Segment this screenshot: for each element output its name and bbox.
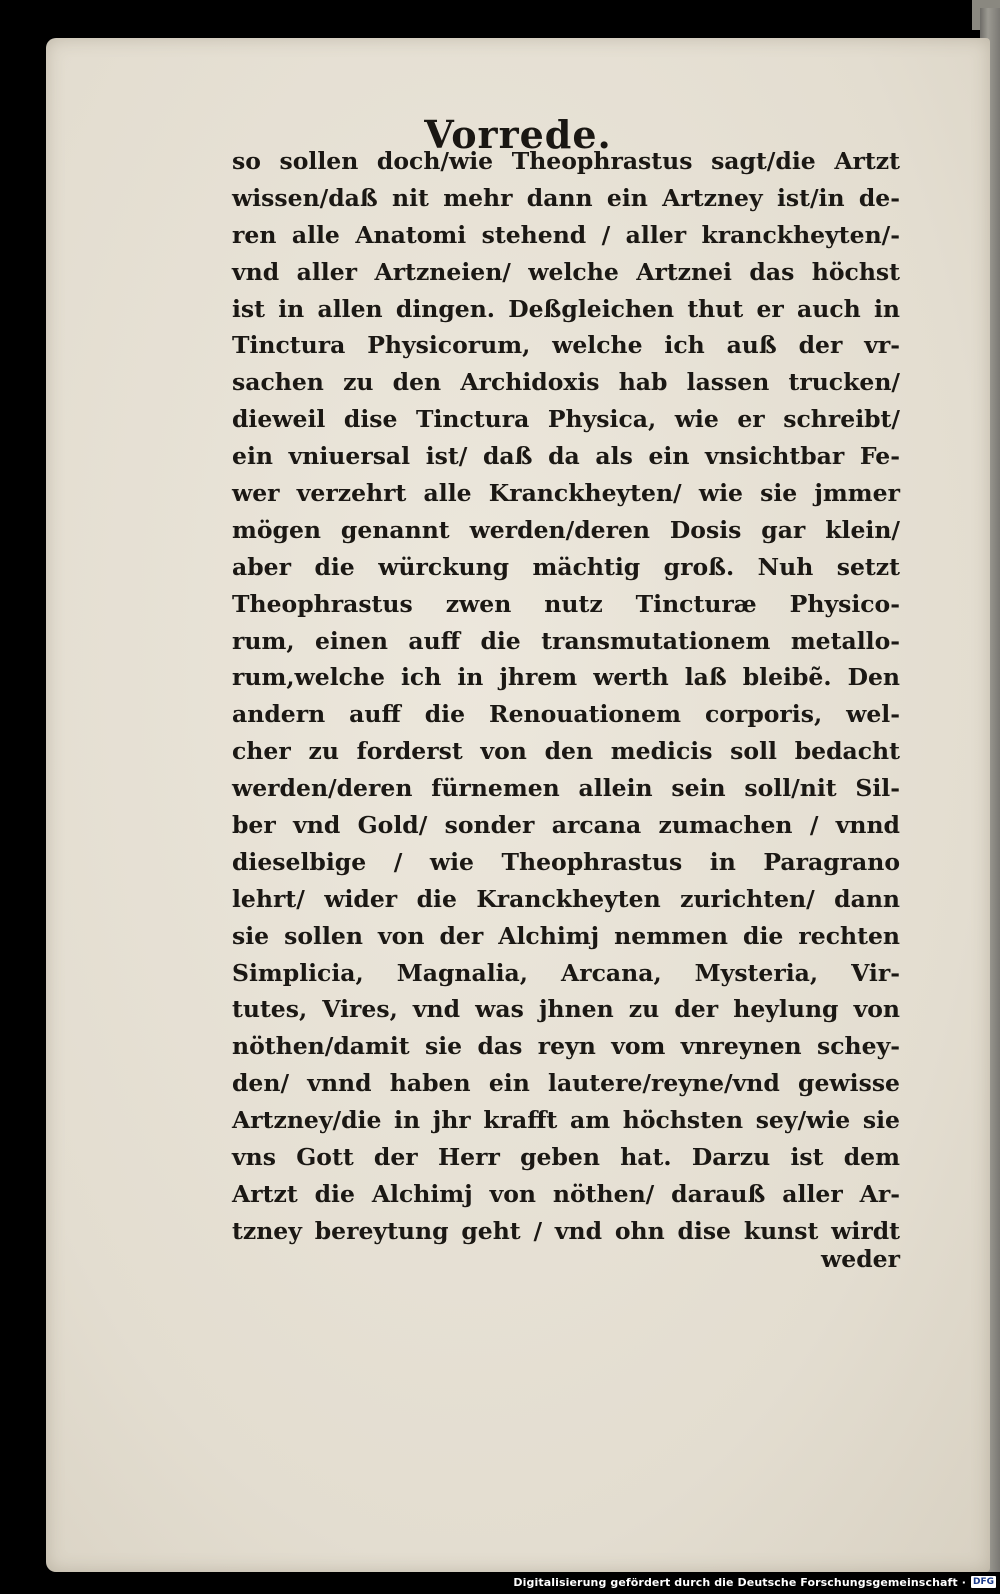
text-line: Simplicia, Magnalia, Arcana, Mysteria, Vir-: [232, 958, 900, 987]
text-line: dieweil dise Tinctura Physica, wie er schreibt/: [232, 405, 900, 434]
text-line: ein vniuersal ist/ daß da als ein vnsichtbar Fe-: [232, 442, 900, 471]
text-line: aber die würckung mächtig groß. Nuh setzt: [232, 552, 900, 581]
catchword: weder: [821, 1245, 900, 1273]
text-line: vns Gott der Herr geben hat. Darzu ist dem: [232, 1143, 900, 1172]
text-line: rum,welche ich in jhrem werth laß bleibẽ. Den: [232, 663, 900, 692]
text-line: cher zu forderst von den medicis soll bedacht: [232, 737, 900, 766]
running-header: Vorrede.: [424, 112, 612, 157]
text-line: Tinctura Physicorum, welche ich auß der vr-: [232, 331, 900, 360]
text-line: tzney bereytung geht / vnd ohn dise kunst wirdt: [232, 1216, 900, 1245]
text-line: werden/deren fürnemen allein sein soll/nit Sil-: [232, 774, 900, 803]
text-line: tutes, Vires, vnd was jhnen zu der heylung von: [232, 995, 900, 1024]
text-line: Theophrastus zwen nutz Tincturæ Physico-: [232, 589, 900, 618]
text-line: so sollen doch/wie Theophrastus sagt/die Artzt: [232, 147, 900, 175]
text-line: sie sollen von der Alchimj nemmen die rechten: [232, 921, 900, 950]
text-line: ber vnd Gold/ sonder arcana zumachen / vnnd: [232, 811, 900, 840]
text-line: lehrt/ wider die Kranckheyten zurichten/ dann: [232, 884, 900, 913]
text-line: rum, einen auff die transmutationem metallo-: [232, 626, 900, 655]
text-line: Artzney/die in jhr krafft am höchsten sey/wie sie: [232, 1106, 900, 1135]
text-line: wer verzehrt alle Kranckheyten/ wie sie jmmer: [232, 479, 900, 508]
text-line: nöthen/damit sie das reyn vom vnreynen schey-: [232, 1032, 900, 1061]
footer-credit: Digitalisierung gefördert durch die Deutsche Forschungsgemeinschaft ·: [513, 1575, 966, 1589]
text-line: Artzt die Alchimj von nöthen/ darauß aller Ar-: [232, 1179, 900, 1208]
text-line: den/ vnnd haben ein lautere/reyne/vnd gewisse: [232, 1069, 900, 1098]
text-line: ren alle Anatomi stehend / aller kranckheyten/-: [232, 220, 900, 249]
dfg-logo-icon: DFG: [972, 1577, 994, 1587]
text-line: wissen/daß nit mehr dann ein Artzney ist/in de-: [232, 183, 900, 212]
text-line: ist in allen dingen. Deßgleichen thut er auch in: [232, 294, 900, 323]
text-line: andern auff die Renouationem corporis, wel-: [232, 700, 900, 729]
text-line: dieselbige / wie Theophrastus in Paragrano: [232, 847, 900, 876]
text-line: sachen zu den Archidoxis hab lassen trucken/: [232, 368, 900, 397]
page-body: [232, 143, 900, 1250]
digitization-footer: [0, 1574, 1000, 1590]
text-line: vnd aller Artzneien/ welche Artznei das höchst: [232, 257, 900, 286]
text-line: mögen genannt werden/deren Dosis gar klein/: [232, 515, 900, 544]
